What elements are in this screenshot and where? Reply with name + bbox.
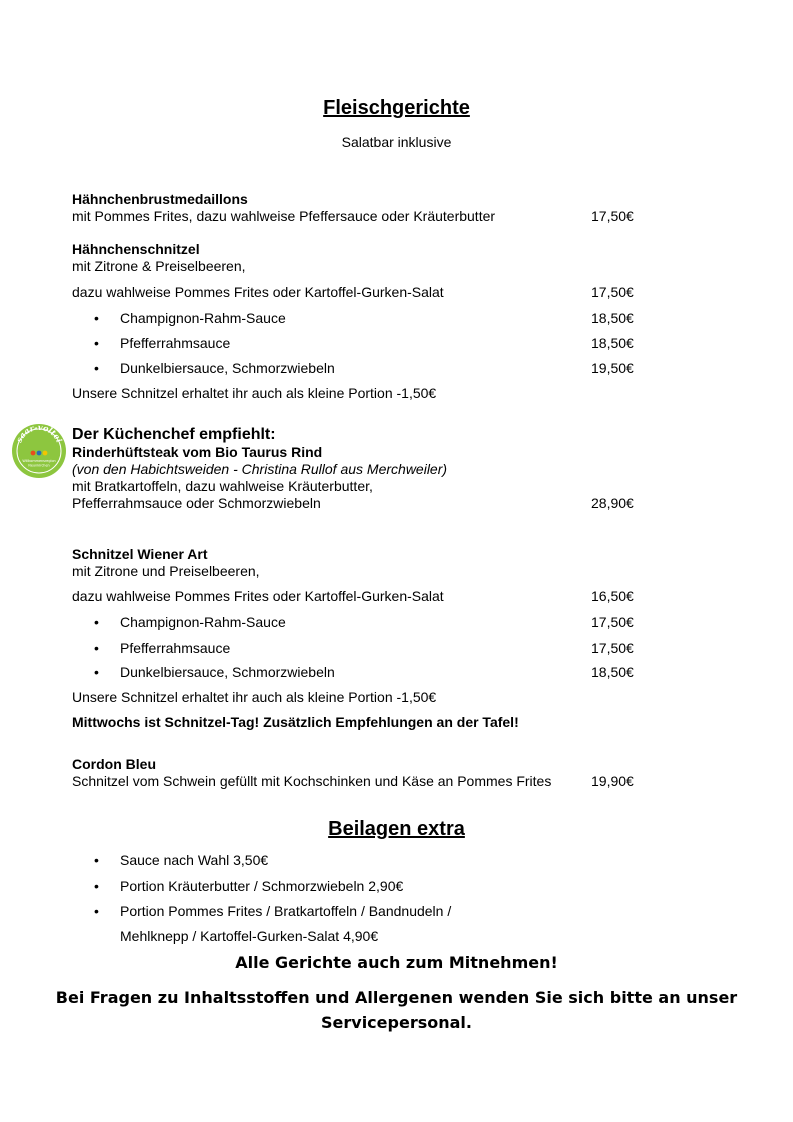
dish-desc-wiener-1: mit Zitrone und Preiselbeeren,: [72, 563, 260, 579]
bullet-icon: •: [94, 360, 99, 376]
dish-price-wiener: 16,50€: [591, 588, 634, 604]
portion-note: Unsere Schnitzel erhaltet ihr auch als kleine Portion -1,50€: [72, 689, 437, 705]
dish-origin-chef: (von den Habichtsweiden - Christina Rullof aus Merchweiler): [72, 461, 448, 477]
option-label: Pfefferrahmsauce: [120, 640, 231, 656]
page-subtitle: Salatbar inklusive: [341, 134, 452, 150]
option-label: Pfefferrahmsauce: [120, 335, 231, 351]
bullet-icon: •: [94, 852, 99, 868]
saar-voltei-logo: [11, 423, 67, 479]
takeaway-note: Alle Gerichte auch zum Mitnehmen!: [235, 953, 558, 972]
dish-price-chef: 28,90€: [591, 495, 634, 511]
option-price: 18,50€: [591, 335, 634, 351]
allergen-note-line2: Servicepersonal.: [321, 1013, 472, 1032]
side-item: Sauce nach Wahl 3,50€: [120, 852, 269, 868]
option-label: Dunkelbiersauce, Schmorzwiebeln: [120, 664, 335, 680]
option-price: 18,50€: [591, 310, 634, 326]
bullet-icon: •: [94, 310, 99, 326]
option-label: Champignon-Rahm-Sauce: [120, 614, 286, 630]
logo-arc-text: saar-voltei: [13, 423, 65, 444]
bullet-icon: •: [94, 640, 99, 656]
bullet-icon: •: [94, 664, 99, 680]
logo-inner-text-2: Neunkirchen: [28, 463, 50, 468]
side-item: Portion Kräuterbutter / Schmorzwiebeln 2,90€: [120, 878, 404, 894]
logo-inner-text-1: Willkommensregion: [22, 459, 56, 463]
option-price: 17,50€: [591, 614, 634, 630]
option-price: 18,50€: [591, 664, 634, 680]
dish-name-cordon: Cordon Bleu: [72, 756, 156, 772]
dish-name-huehnchenschnitzel: Hähnchenschnitzel: [72, 241, 200, 257]
dish-desc-cordon: Schnitzel vom Schwein gefüllt mit Kochschinken und Käse an Pommes Frites: [72, 773, 552, 789]
dish-desc-chef-1: mit Bratkartoffeln, dazu wahlweise Kräuterbutter,: [72, 478, 373, 494]
bullet-icon: •: [94, 878, 99, 894]
dish-desc-wiener-2: dazu wahlweise Pommes Frites oder Kartoffel-Gurken-Salat: [72, 588, 444, 604]
allergen-note-line1: Bei Fragen zu Inhaltsstoffen und Allergenen wenden Sie sich bitte an unser: [55, 988, 738, 1007]
dish-price-huehnchenschnitzel: 17,50€: [591, 284, 634, 300]
page-title: Fleischgerichte: [323, 97, 470, 119]
dish-name-wiener: Schnitzel Wiener Art: [72, 546, 208, 562]
dish-price-huehnchenbrust: 17,50€: [591, 208, 634, 224]
dish-desc-chef-2: Pfefferrahmsauce oder Schmorzwiebeln: [72, 495, 321, 511]
option-label: Champignon-Rahm-Sauce: [120, 310, 286, 326]
side-item: Portion Pommes Frites / Bratkartoffeln / Bandnudeln /: [120, 903, 452, 919]
chef-recommends-heading: Der Küchenchef empfiehlt:: [72, 426, 276, 443]
option-label: Dunkelbiersauce, Schmorzwiebeln: [120, 360, 335, 376]
dish-name-chef: Rinderhüftsteak vom Bio Taurus Rind: [72, 444, 323, 460]
option-price: 17,50€: [591, 640, 634, 656]
bullet-icon: •: [94, 614, 99, 630]
dish-desc-huehnchenschnitzel-1: mit Zitrone & Preiselbeeren,: [72, 258, 246, 274]
dish-price-cordon: 19,90€: [591, 773, 634, 789]
portion-note: Unsere Schnitzel erhaltet ihr auch als kleine Portion -1,50€: [72, 385, 437, 401]
dish-desc-huehnchenbrust: mit Pommes Frites, dazu wahlweise Pfeffersauce oder Kräuterbutter: [72, 208, 496, 224]
schnitzel-day-promo: Mittwochs ist Schnitzel-Tag! Zusätzlich Empfehlungen an der Tafel!: [72, 714, 519, 730]
option-price: 19,50€: [591, 360, 634, 376]
dish-desc-huehnchenschnitzel-2: dazu wahlweise Pommes Frites oder Kartoffel-Gurken-Salat: [72, 284, 444, 300]
bullet-icon: •: [94, 335, 99, 351]
bullet-icon: •: [94, 903, 99, 919]
side-item-continuation: Mehlknepp / Kartoffel-Gurken-Salat 4,90€: [120, 928, 379, 944]
sides-heading: Beilagen extra: [328, 818, 465, 840]
dish-name-huehnchenbrust: Hähnchenbrustmedaillons: [72, 191, 248, 207]
